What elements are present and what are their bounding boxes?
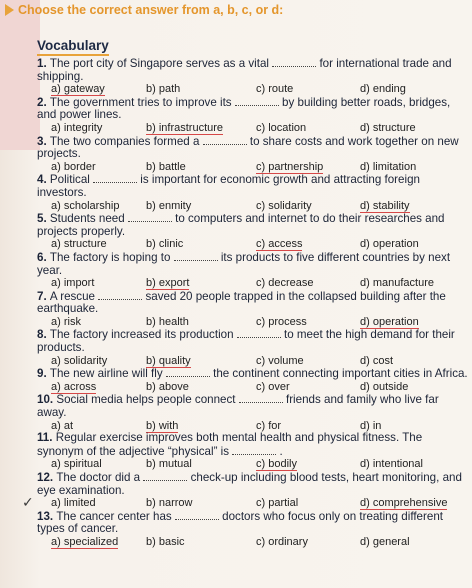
question-number: 11. (37, 431, 56, 445)
question-text: to computers and internet to do their researches and projects properly. (37, 212, 445, 238)
arrow-icon (5, 4, 14, 16)
answer-option[interactable] (51, 355, 146, 368)
question-item (37, 135, 470, 174)
question-list (37, 57, 470, 549)
option-label: c) partial (256, 497, 299, 510)
option-label: b) infrastructure (146, 121, 224, 134)
option-label: a) import (51, 277, 95, 290)
answer-option[interactable] (360, 355, 472, 368)
answer-option[interactable] (360, 536, 472, 549)
question-text: doctors who focus only on treating different types of cancer. (37, 509, 443, 536)
question-stem (37, 290, 470, 316)
question-text: The port city of Singapore serves as a vital (49, 57, 273, 70)
question-stem (37, 96, 470, 122)
option-label: b) basic (146, 535, 185, 548)
answer-option[interactable] (360, 458, 472, 471)
answer-option[interactable] (146, 277, 256, 290)
question-number: 3. (37, 134, 50, 148)
question-text: for international trade and shipping. (37, 57, 452, 83)
answer-option[interactable] (51, 238, 146, 251)
answer-option[interactable] (146, 238, 256, 251)
options-row (37, 161, 470, 174)
option-label: d) manufacture (360, 277, 434, 290)
option-label: d) ending (360, 83, 406, 96)
question-text: A rescue (49, 289, 99, 303)
question-text: The two companies formed a (49, 134, 203, 148)
option-label: c) volume (256, 354, 304, 367)
question-text: to meet the high demand for their products. (37, 328, 455, 355)
answer-blank[interactable] (98, 290, 142, 300)
question-text: by building better roads, bridges, and power lines. (37, 95, 451, 122)
option-label: a) at (51, 419, 74, 432)
question-stem (37, 212, 470, 238)
question-number: 2. (37, 95, 50, 109)
answer-blank[interactable] (93, 173, 137, 183)
option-label: b) battle (146, 160, 186, 173)
option-label: c) over (256, 380, 290, 393)
question-text: The cancer center has (56, 509, 175, 523)
option-label: d) operation (360, 238, 419, 251)
option-label: c) access (256, 238, 303, 251)
question-item (37, 251, 470, 290)
question-stem (37, 432, 470, 458)
option-label: b) path (146, 83, 181, 96)
answer-option[interactable] (146, 83, 256, 96)
answer-option[interactable] (256, 458, 360, 471)
option-label: d) general (360, 535, 410, 548)
answer-blank[interactable] (174, 251, 218, 261)
answer-option[interactable] (51, 277, 146, 290)
answer-option[interactable] (360, 122, 472, 135)
option-label: a) across (51, 380, 97, 393)
instruction-header (5, 3, 283, 17)
question-text: The government tries to improve its (49, 95, 235, 109)
answer-option[interactable] (146, 161, 256, 174)
answer-blank[interactable] (272, 57, 316, 67)
option-label: b) above (146, 380, 189, 393)
answer-blank[interactable] (128, 212, 172, 222)
question-item (37, 212, 470, 251)
answer-option[interactable] (146, 458, 256, 471)
option-label: d) structure (360, 121, 416, 134)
option-label: a) solidarity (51, 354, 108, 367)
option-label: b) health (146, 315, 189, 328)
option-label: a) limited (51, 497, 96, 510)
option-label: d) stability (360, 199, 410, 212)
options-row (37, 497, 470, 510)
question-text: . (276, 444, 283, 458)
answer-option[interactable] (360, 497, 472, 510)
question-text: Political (49, 173, 94, 187)
question-text: its products to five different countries by next year. (37, 250, 451, 277)
answer-blank[interactable] (237, 328, 281, 338)
options-row (37, 200, 470, 213)
answer-option[interactable] (256, 200, 360, 213)
answer-option[interactable] (51, 122, 146, 135)
question-stem (37, 173, 470, 199)
options-row (37, 238, 470, 251)
question-item (37, 471, 470, 510)
answer-option[interactable] (360, 381, 472, 394)
option-label: b) enmity (146, 199, 192, 212)
answer-option[interactable] (51, 316, 146, 329)
question-item (37, 367, 470, 393)
question-number: 1. (37, 57, 50, 70)
answer-option[interactable] (360, 316, 472, 329)
question-item (37, 290, 470, 329)
answer-option[interactable] (256, 83, 360, 96)
question-text: Social media helps people connect (56, 393, 239, 407)
option-label: c) bodily (256, 458, 297, 471)
question-stem (37, 251, 470, 277)
question-item (37, 328, 470, 367)
option-label: d) comprehensive (360, 497, 448, 510)
question-number: 9. (37, 367, 50, 381)
option-label: d) intentional (360, 458, 423, 471)
answer-option[interactable] (360, 238, 472, 251)
question-number: 7. (37, 289, 50, 303)
option-label: c) decrease (256, 277, 314, 290)
answer-blank[interactable] (143, 471, 187, 481)
question-item (37, 510, 470, 549)
option-label: b) clinic (146, 238, 184, 251)
question-stem (37, 135, 470, 161)
question-item (37, 57, 470, 96)
option-label: d) operation (360, 315, 419, 328)
question-text: check-up including blood tests, heart monitoring, and eye examination. (37, 471, 462, 497)
option-label: b) narrow (146, 497, 193, 510)
question-text: saved 20 people trapped in the collapsed building after the earthquake. (37, 289, 446, 316)
option-label: a) structure (51, 238, 107, 251)
option-label: a) border (51, 160, 96, 173)
question-stem (37, 367, 470, 381)
question-text: The new airline will fly (49, 367, 166, 381)
answer-option[interactable] (51, 536, 146, 549)
answer-option[interactable] (360, 200, 472, 213)
question-item (37, 173, 470, 212)
options-row (37, 381, 470, 394)
option-label: a) specialized (51, 535, 119, 548)
option-label: d) in (360, 419, 382, 432)
options-row (37, 536, 470, 549)
question-text: Students need (49, 212, 128, 226)
option-label: d) limitation (360, 160, 417, 173)
answer-option[interactable] (360, 277, 472, 290)
answer-blank[interactable] (232, 445, 276, 455)
option-label: a) gateway (51, 83, 105, 96)
question-item (37, 393, 470, 432)
option-label: a) scholarship (51, 199, 120, 212)
answer-option[interactable] (360, 161, 472, 174)
answer-blank[interactable] (166, 367, 210, 377)
question-text: The doctor did a (56, 471, 144, 484)
answer-option[interactable] (256, 316, 360, 329)
answer-option[interactable] (146, 316, 256, 329)
answer-option[interactable] (256, 355, 360, 368)
question-stem (37, 510, 470, 536)
question-text: is important for economic growth and attracting foreign investors. (37, 173, 420, 199)
question-stem (37, 393, 470, 419)
options-row (37, 316, 470, 329)
answer-option[interactable] (256, 277, 360, 290)
option-label: a) integrity (51, 121, 103, 134)
question-number: 6. (37, 250, 50, 264)
answer-option[interactable] (256, 122, 360, 135)
answer-option[interactable] (360, 83, 472, 96)
section-title: Vocabulary (37, 38, 109, 56)
option-label: b) quality (146, 354, 191, 367)
option-label: c) route (256, 83, 294, 96)
option-label: c) for (256, 419, 282, 432)
options-row (37, 83, 470, 96)
question-text: The factory is hoping to (49, 250, 174, 264)
question-number: 13. (37, 509, 57, 523)
question-number: 12. (37, 471, 57, 484)
option-label: a) risk (51, 315, 81, 328)
answer-option[interactable] (51, 83, 146, 96)
answer-option[interactable] (256, 161, 360, 174)
answer-option[interactable] (51, 458, 146, 471)
options-row (37, 122, 470, 135)
option-label: c) solidarity (256, 199, 312, 212)
option-label: d) outside (360, 380, 409, 393)
option-label: a) spiritual (51, 458, 102, 471)
instruction-text: Choose the correct answer from a, b, c, or d: (18, 3, 284, 17)
answer-option[interactable] (256, 497, 360, 510)
answer-blank[interactable] (239, 393, 283, 403)
answer-option[interactable] (51, 161, 146, 174)
option-label: c) process (256, 315, 307, 328)
option-label: c) partnership (256, 160, 324, 173)
option-label: b) with (146, 419, 179, 432)
answer-option[interactable] (256, 238, 360, 251)
question-stem (37, 57, 470, 83)
answer-blank[interactable] (203, 135, 247, 145)
answer-option[interactable] (256, 381, 360, 394)
answer-option[interactable] (146, 536, 256, 549)
option-label: c) ordinary (256, 535, 308, 548)
question-text: the continent connecting important cities in Africa. (209, 367, 468, 381)
answer-blank[interactable] (175, 510, 219, 520)
options-row (37, 355, 470, 368)
options-row (37, 458, 470, 471)
answer-option[interactable] (146, 497, 256, 510)
question-number: 10. (37, 393, 57, 407)
question-stem (37, 328, 470, 354)
answer-option[interactable] (146, 122, 256, 135)
question-number: 4. (37, 173, 50, 187)
options-row (37, 277, 470, 290)
answer-option[interactable] (146, 200, 256, 213)
answer-blank[interactable] (235, 96, 279, 106)
tick-mark-icon: ✓ (22, 494, 34, 510)
answer-option[interactable] (51, 200, 146, 213)
option-label: c) location (256, 121, 307, 134)
question-number: 5. (37, 212, 50, 226)
option-label: d) cost (360, 354, 394, 367)
question-stem (37, 471, 470, 497)
option-label: b) export (146, 277, 190, 290)
answer-option[interactable] (146, 381, 256, 394)
answer-option[interactable] (256, 536, 360, 549)
question-text: friends and family who live far away. (37, 393, 439, 420)
question-text: The factory increased its production (49, 328, 237, 342)
answer-option[interactable] (51, 497, 146, 510)
question-text: Regular exercise improves both mental health and physical fitness. The synonym of the adjective “physical” is (37, 431, 423, 458)
question-item (37, 432, 470, 471)
question-text: to share costs and work together on new projects. (37, 134, 459, 161)
option-label: b) mutual (146, 458, 192, 471)
margin-band (0, 0, 40, 150)
answer-option[interactable] (51, 381, 146, 394)
answer-option[interactable] (146, 355, 256, 368)
question-number: 8. (37, 328, 50, 342)
question-item (37, 96, 470, 135)
